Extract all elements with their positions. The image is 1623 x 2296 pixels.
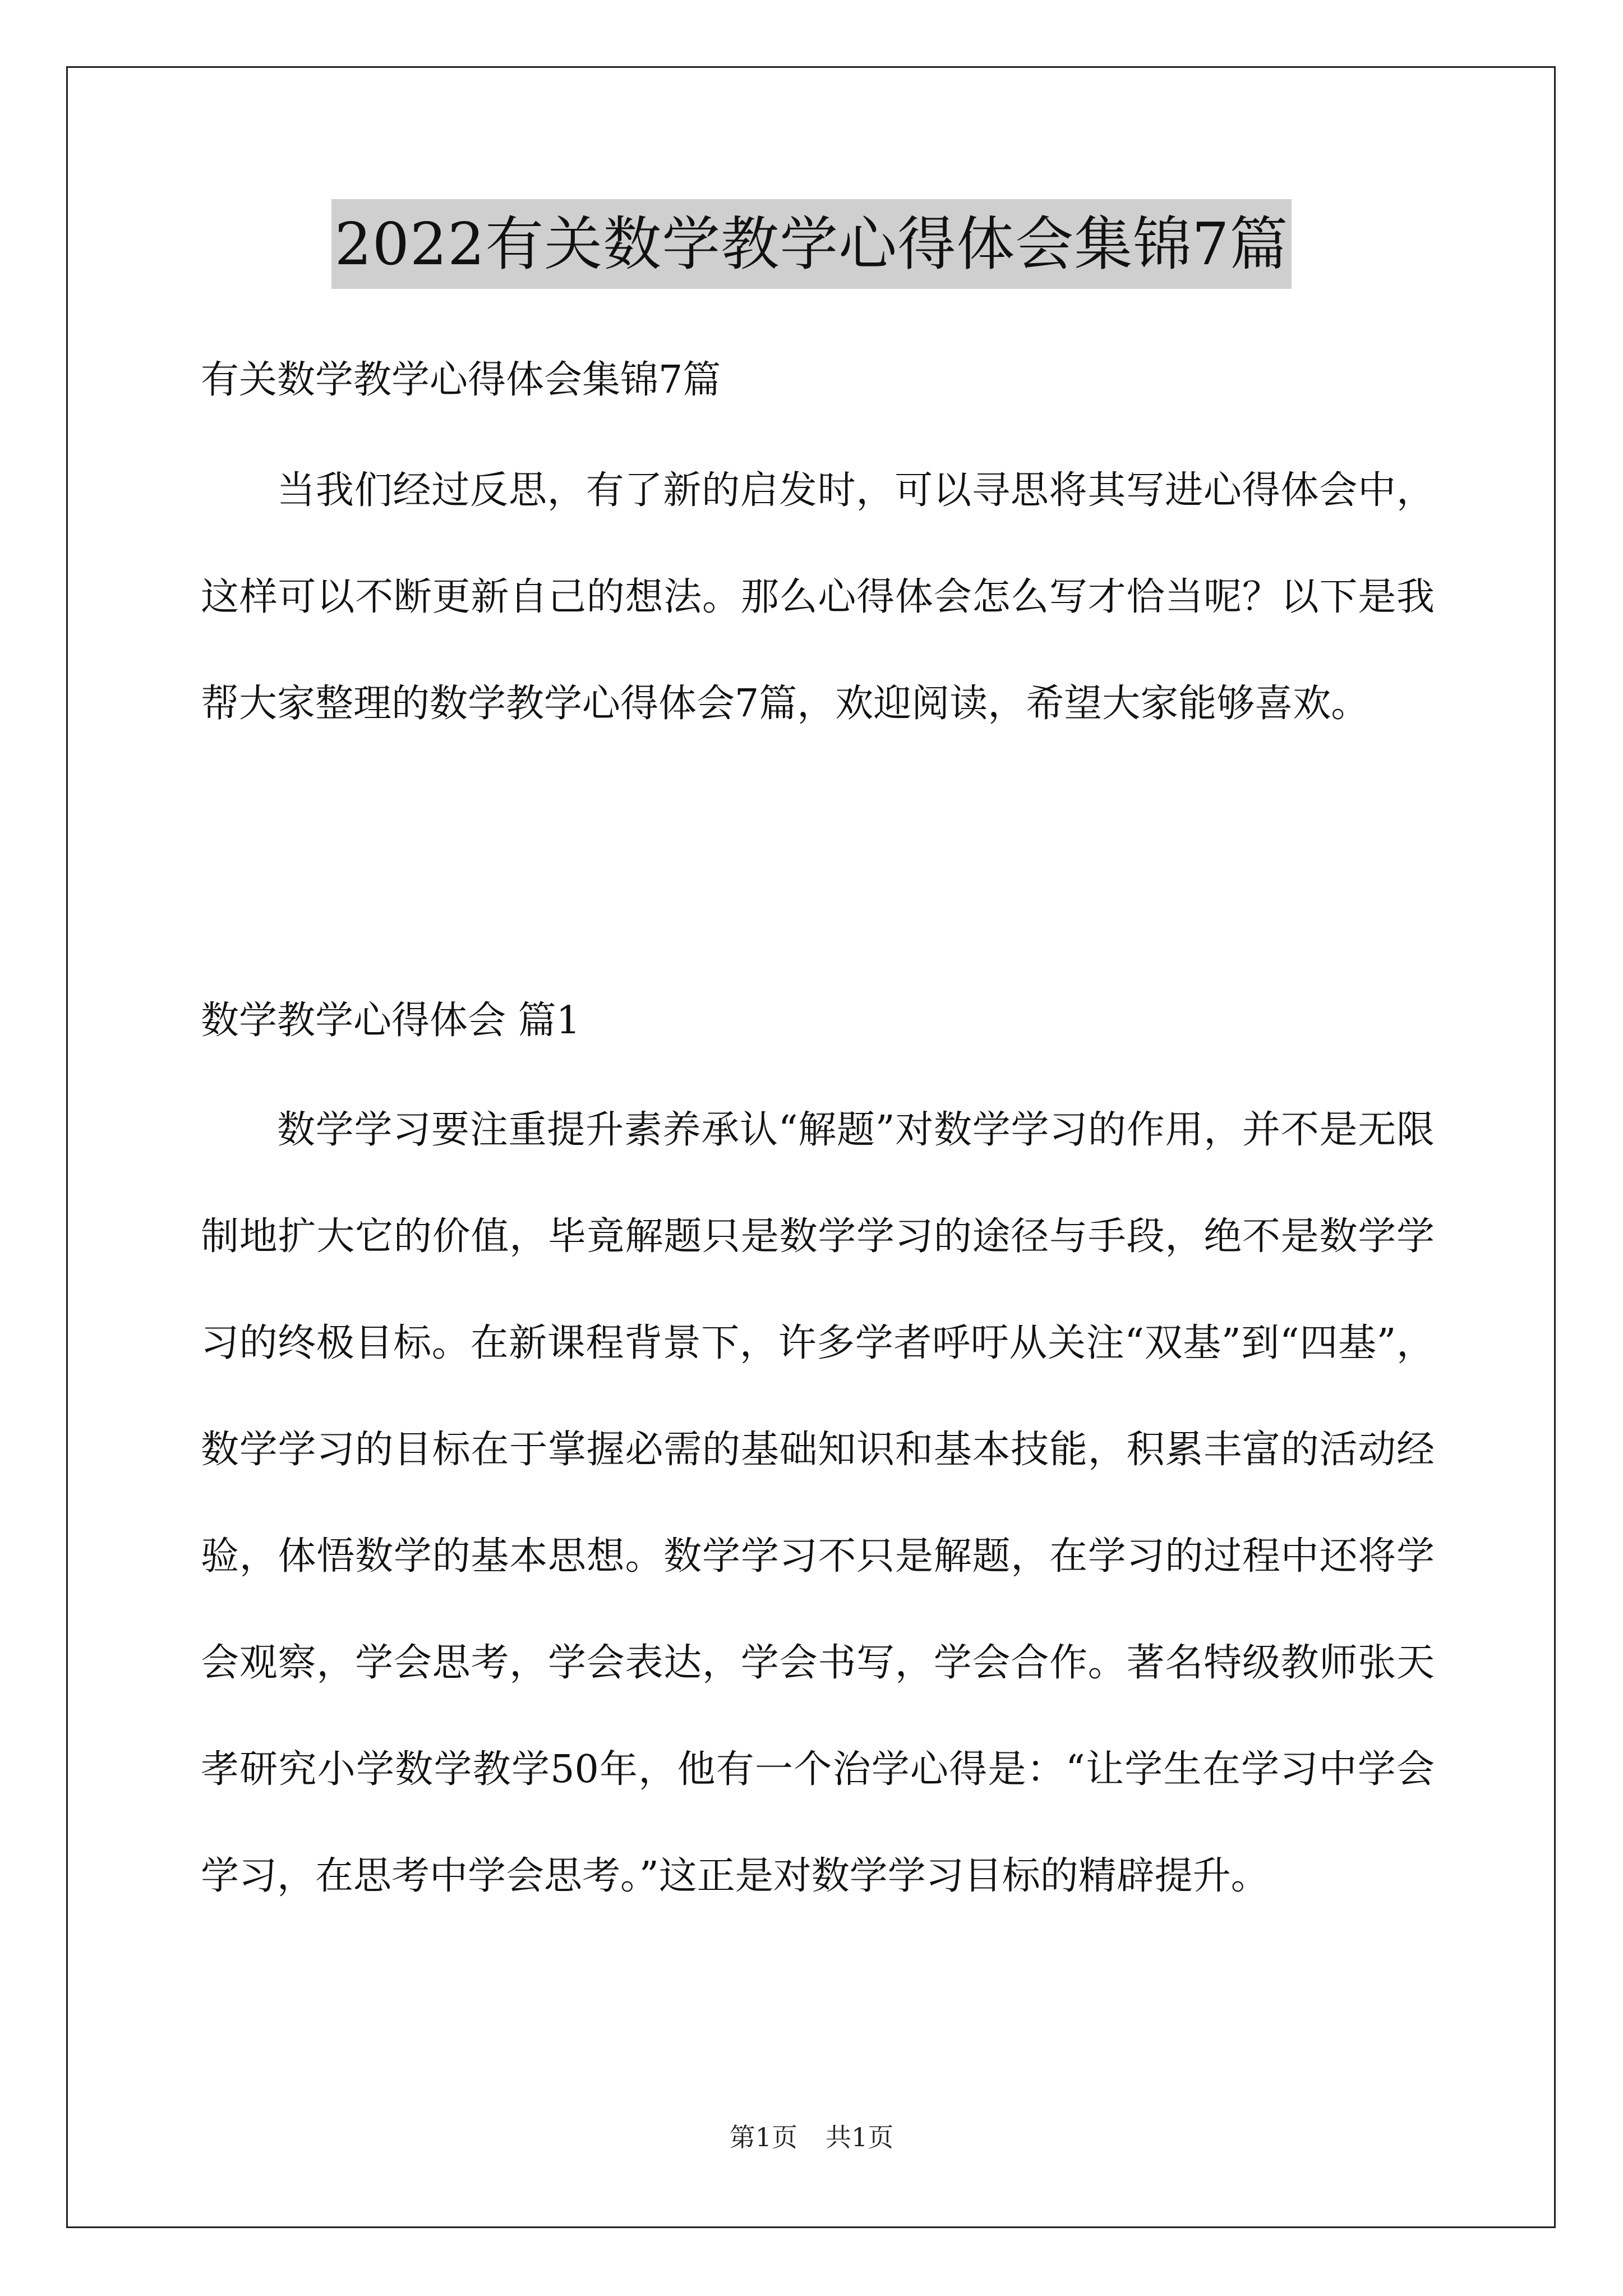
page-number: 第1页 xyxy=(729,2122,797,2152)
document-subtitle: 有关数学教学心得体会集锦7篇 xyxy=(201,358,721,402)
page-total: 共1页 xyxy=(826,2122,894,2152)
section-heading-1: 数学教学心得体会 篇1 xyxy=(201,999,580,1043)
intro-paragraph: 当我们经过反思，有了新的启发时，可以寻思将其写进心得体会中，这样可以不断更新自己的想法。那么心得体会怎么写才恰当呢？以下是我帮大家整理的数学教学心得体会7篇，欢迎阅读，希望大家能够喜欢。 xyxy=(201,468,1435,726)
section-1-paragraph: 数学学习要注重提升素养承认“解题”对数学学习的作用，并不是无限制地扩大它的价值，毕竟解题只是数学学习的途径与手段，绝不是数学学习的终极目标。在新课程背景下，许多学者呼吁从关注“双基”到“四基”，数学学习的目标在于掌握必需的基础知识和基本技能，积累丰富的活动经验，体悟数学的基本思想。数学学习不只是解题，在学习的过程中还将学会观察，学会思考，学会表达，学会书写，学会合作。著名特级教师张天孝研究小学数学教学50年，他有一个治学心得是：“让学生在学习中学会学习，在思考中学会思考。”这正是对数学学习目标的精辟提升。 xyxy=(201,1108,1435,1898)
title-container xyxy=(0,199,1623,289)
page-footer xyxy=(0,2120,1623,2154)
document-title: 2022有关数学教学心得体会集锦7篇 xyxy=(331,199,1292,289)
